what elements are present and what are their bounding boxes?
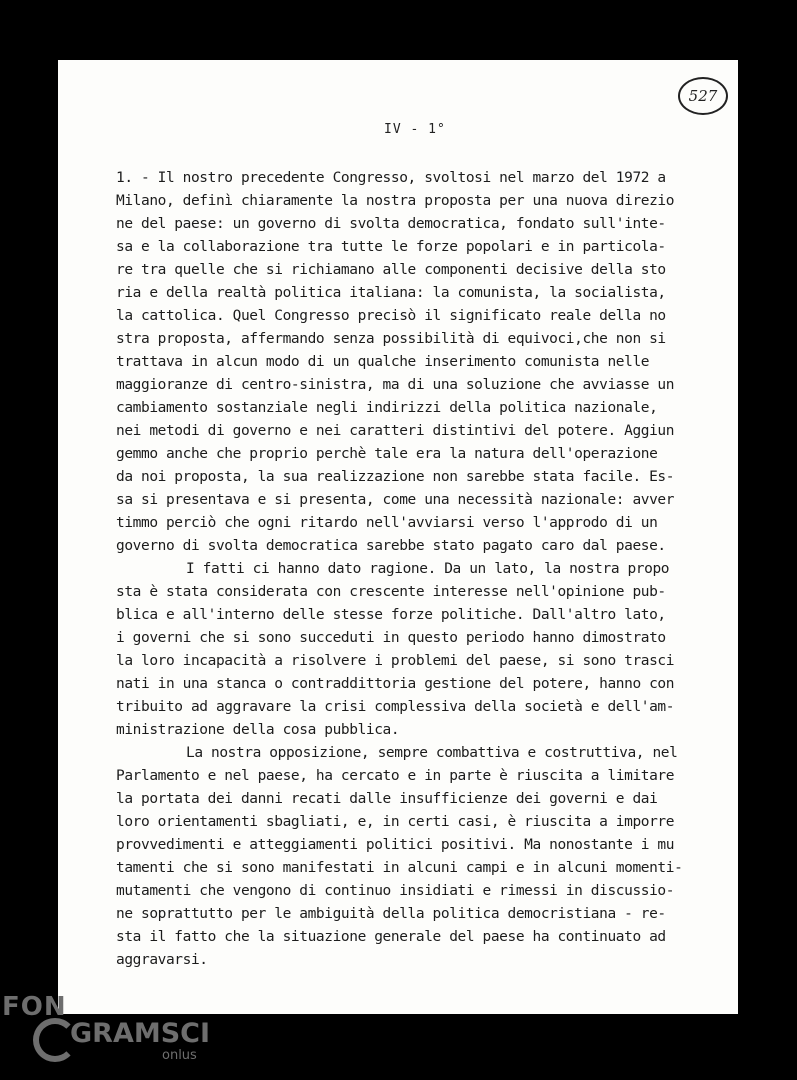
text-line: maggioranze di centro-sinistra, ma di una soluzione che avviasse un <box>116 377 675 393</box>
text-line: loro orientamenti sbagliati, e, in certi casi, è riuscita a imporre <box>116 814 675 830</box>
text-line: aggravarsi. <box>116 952 208 968</box>
text-line: tribuito ad aggravare la crisi complessiva della società e dell'am- <box>116 699 675 715</box>
fondazione-gramsci-logo <box>0 990 211 1080</box>
text-line: sta è stata considerata con crescente interesse nell'opinione pub- <box>116 584 666 600</box>
text-line: ne del paese: un governo di svolta democratica, fondato sull'inte- <box>116 216 666 232</box>
text-line: ria e della realtà politica italiana: la comunista, la socialista, <box>116 285 666 301</box>
text-line: Milano, definì chiaramente la nostra proposta per una nuova direzio <box>116 193 675 209</box>
text-line: i governi che si sono succeduti in questo periodo hanno dimostrato <box>116 630 666 646</box>
text-line: ne soprattutto per le ambiguità della politica democristiana - re- <box>116 906 666 922</box>
text-line: ministrazione della cosa pubblica. <box>116 722 400 738</box>
page-number: 527 <box>688 87 718 105</box>
text-line: provvedimenti e atteggiamenti politici positivi. Ma nonostante i mu <box>116 837 675 853</box>
text-line: Parlamento e nel paese, ha cercato e in parte è riuscita a limitare <box>116 768 675 784</box>
text-line: sa si presentava e si presenta, come una necessità nazionale: avver <box>116 492 675 508</box>
text-line: da noi proposta, la sua realizzazione non sarebbe stata facile. Es- <box>116 469 675 485</box>
text-line: 1. - Il nostro precedente Congresso, svoltosi nel marzo del 1972 a <box>116 170 666 186</box>
text-line: timmo perciò che ogni ritardo nell'avviarsi verso l'approdo di un <box>116 515 658 531</box>
text-line: blica e all'interno delle stesse forze politiche. Dall'altro lato, <box>116 607 666 623</box>
text-line: stra proposta, affermando senza possibilità di equivoci,che non si <box>116 331 666 347</box>
logo-top-text: FON <box>2 992 67 1022</box>
page-number-stamp <box>678 77 728 115</box>
logo-sub-text: onlus <box>162 1048 197 1063</box>
text-line: re tra quelle che si richiamano alle componenti decisive della sto <box>116 262 666 278</box>
text-line: governo di svolta democratica sarebbe stato pagato caro dal paese. <box>116 538 666 554</box>
text-line: tamenti che si sono manifestati in alcuni campi e in alcuni momenti- <box>116 860 683 876</box>
text-line: trattava in alcun modo di un qualche inserimento comunista nelle <box>116 354 650 370</box>
text-line: la cattolica. Quel Congresso precisò il significato reale della no <box>116 308 666 324</box>
logo-main-text: GRAMSCI <box>70 1018 211 1049</box>
text-line: gemmo anche che proprio perchè tale era la natura dell'operazione <box>116 446 658 462</box>
text-line: nei metodi di governo e nei caratteri distintivi del potere. Aggiun <box>116 423 675 439</box>
text-line: la loro incapacità a risolvere i problemi del paese, si sono trasci <box>116 653 675 669</box>
section-heading: IV - 1° <box>384 122 446 137</box>
text-line: cambiamento sostanziale negli indirizzi della politica nazionale, <box>116 400 658 416</box>
text-line: I fatti ci hanno dato ragione. Da un lato, la nostra propo <box>186 561 670 577</box>
text-line: sta il fatto che la situazione generale del paese ha continuato ad <box>116 929 666 945</box>
text-line: mutamenti che vengono di continuo insidiati e rimessi in discussio- <box>116 883 675 899</box>
text-line: la portata dei danni recati dalle insufficienze dei governi e dai <box>116 791 658 807</box>
text-line: La nostra opposizione, sempre combattiva e costruttiva, nel <box>186 745 678 761</box>
text-line: sa e la collaborazione tra tutte le forze popolari e in particola- <box>116 239 666 255</box>
text-line: nati in una stanca o contraddittoria gestione del potere, hanno con <box>116 676 675 692</box>
